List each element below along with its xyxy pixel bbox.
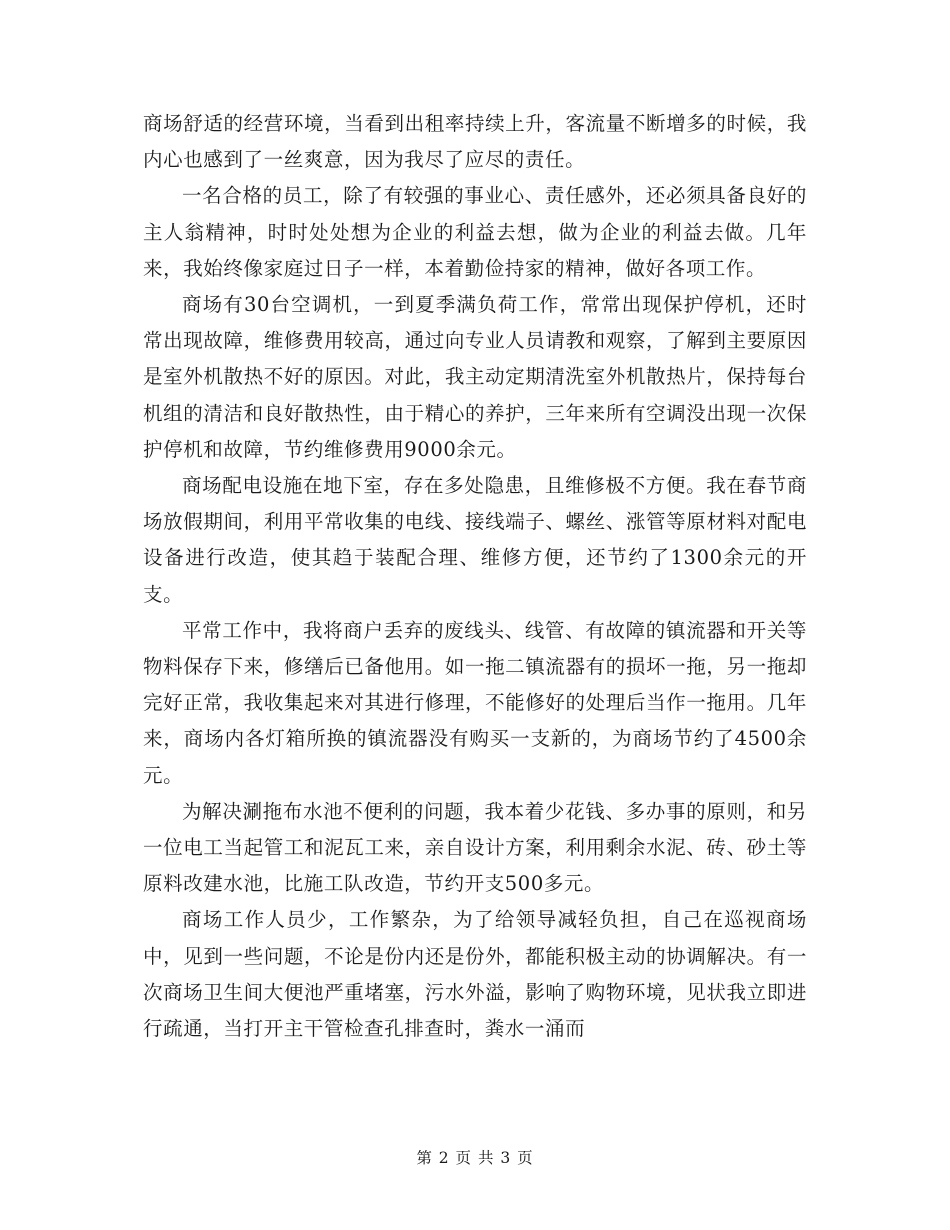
page-footer bbox=[0, 1146, 950, 1168]
paragraph: 商场工作人员少，工作繁杂，为了给领导减轻负担，自己在巡视商场中，见到一些问题，不论是份内还是份外，都能积极主动的协调解决。有一次商场卫生间大便池严重堵塞，污水外溢，影响了购物环境，见状我立即进行疏通，当打开主干管检查孔排查时，粪水一涌而 bbox=[143, 908, 807, 1041]
paragraph: 平常工作中，我将商户丢弃的废线头、线管、有故障的镇流器和开关等物料保存下来，修缮后已备他用。如一拖二镇流器有的损坏一拖，另一拖却完好正常，我收集起来对其进行修理，不能修好的处理后当作一拖用。几年来，商场内各灯箱所换的镇流器没有购买一支新的，为商场节约了4500余元。 bbox=[143, 618, 807, 787]
paragraph: 一名合格的员工，除了有较强的事业心、责任感外，还必须具备良好的主人翁精神，时时处处想为企业的利益去想，做为企业的利益去做。几年来，我始终像家庭过日子一样，本着勤俭持家的精神，做好各项工作。 bbox=[143, 184, 807, 280]
paragraph: 商场配电设施在地下室，存在多处隐患，且维修极不方便。我在春节商场放假期间，利用平常收集的电线、接线端子、螺丝、涨管等原材料对配电设备进行改造，使其趋于装配合理、维修方便，还节约了1300余元的开支。 bbox=[143, 474, 807, 606]
paragraph-continued: 商场舒适的经营环境，当看到出租率持续上升，客流量不断增多的时候，我内心也感到了一丝爽意，因为我尽了应尽的责任。 bbox=[143, 112, 807, 172]
document-body bbox=[143, 106, 807, 1047]
page-number-label: 第 2 页 共 3 页 bbox=[416, 1149, 534, 1167]
paragraph: 为解决涮拖布水池不便利的问题，我本着少花钱、多办事的原则，和另一位电工当起管工和泥瓦工来，亲自设计方案，利用剩余水泥、砖、砂土等原料改建水池，比施工队改造，节约开支500多元。 bbox=[143, 799, 807, 896]
paragraph: 商场有30台空调机，一到夏季满负荷工作，常常出现保护停机，还时常出现故障，维修费用较高，通过向专业人员请教和观察，了解到主要原因是室外机散热不好的原因。对此，我主动定期清洗室外机散热片，保持每台机组的清洁和良好散热性，由于精心的养护，三年来所有空调没出现一次保护停机和故障，节约维修费用9000余元。 bbox=[143, 293, 807, 461]
